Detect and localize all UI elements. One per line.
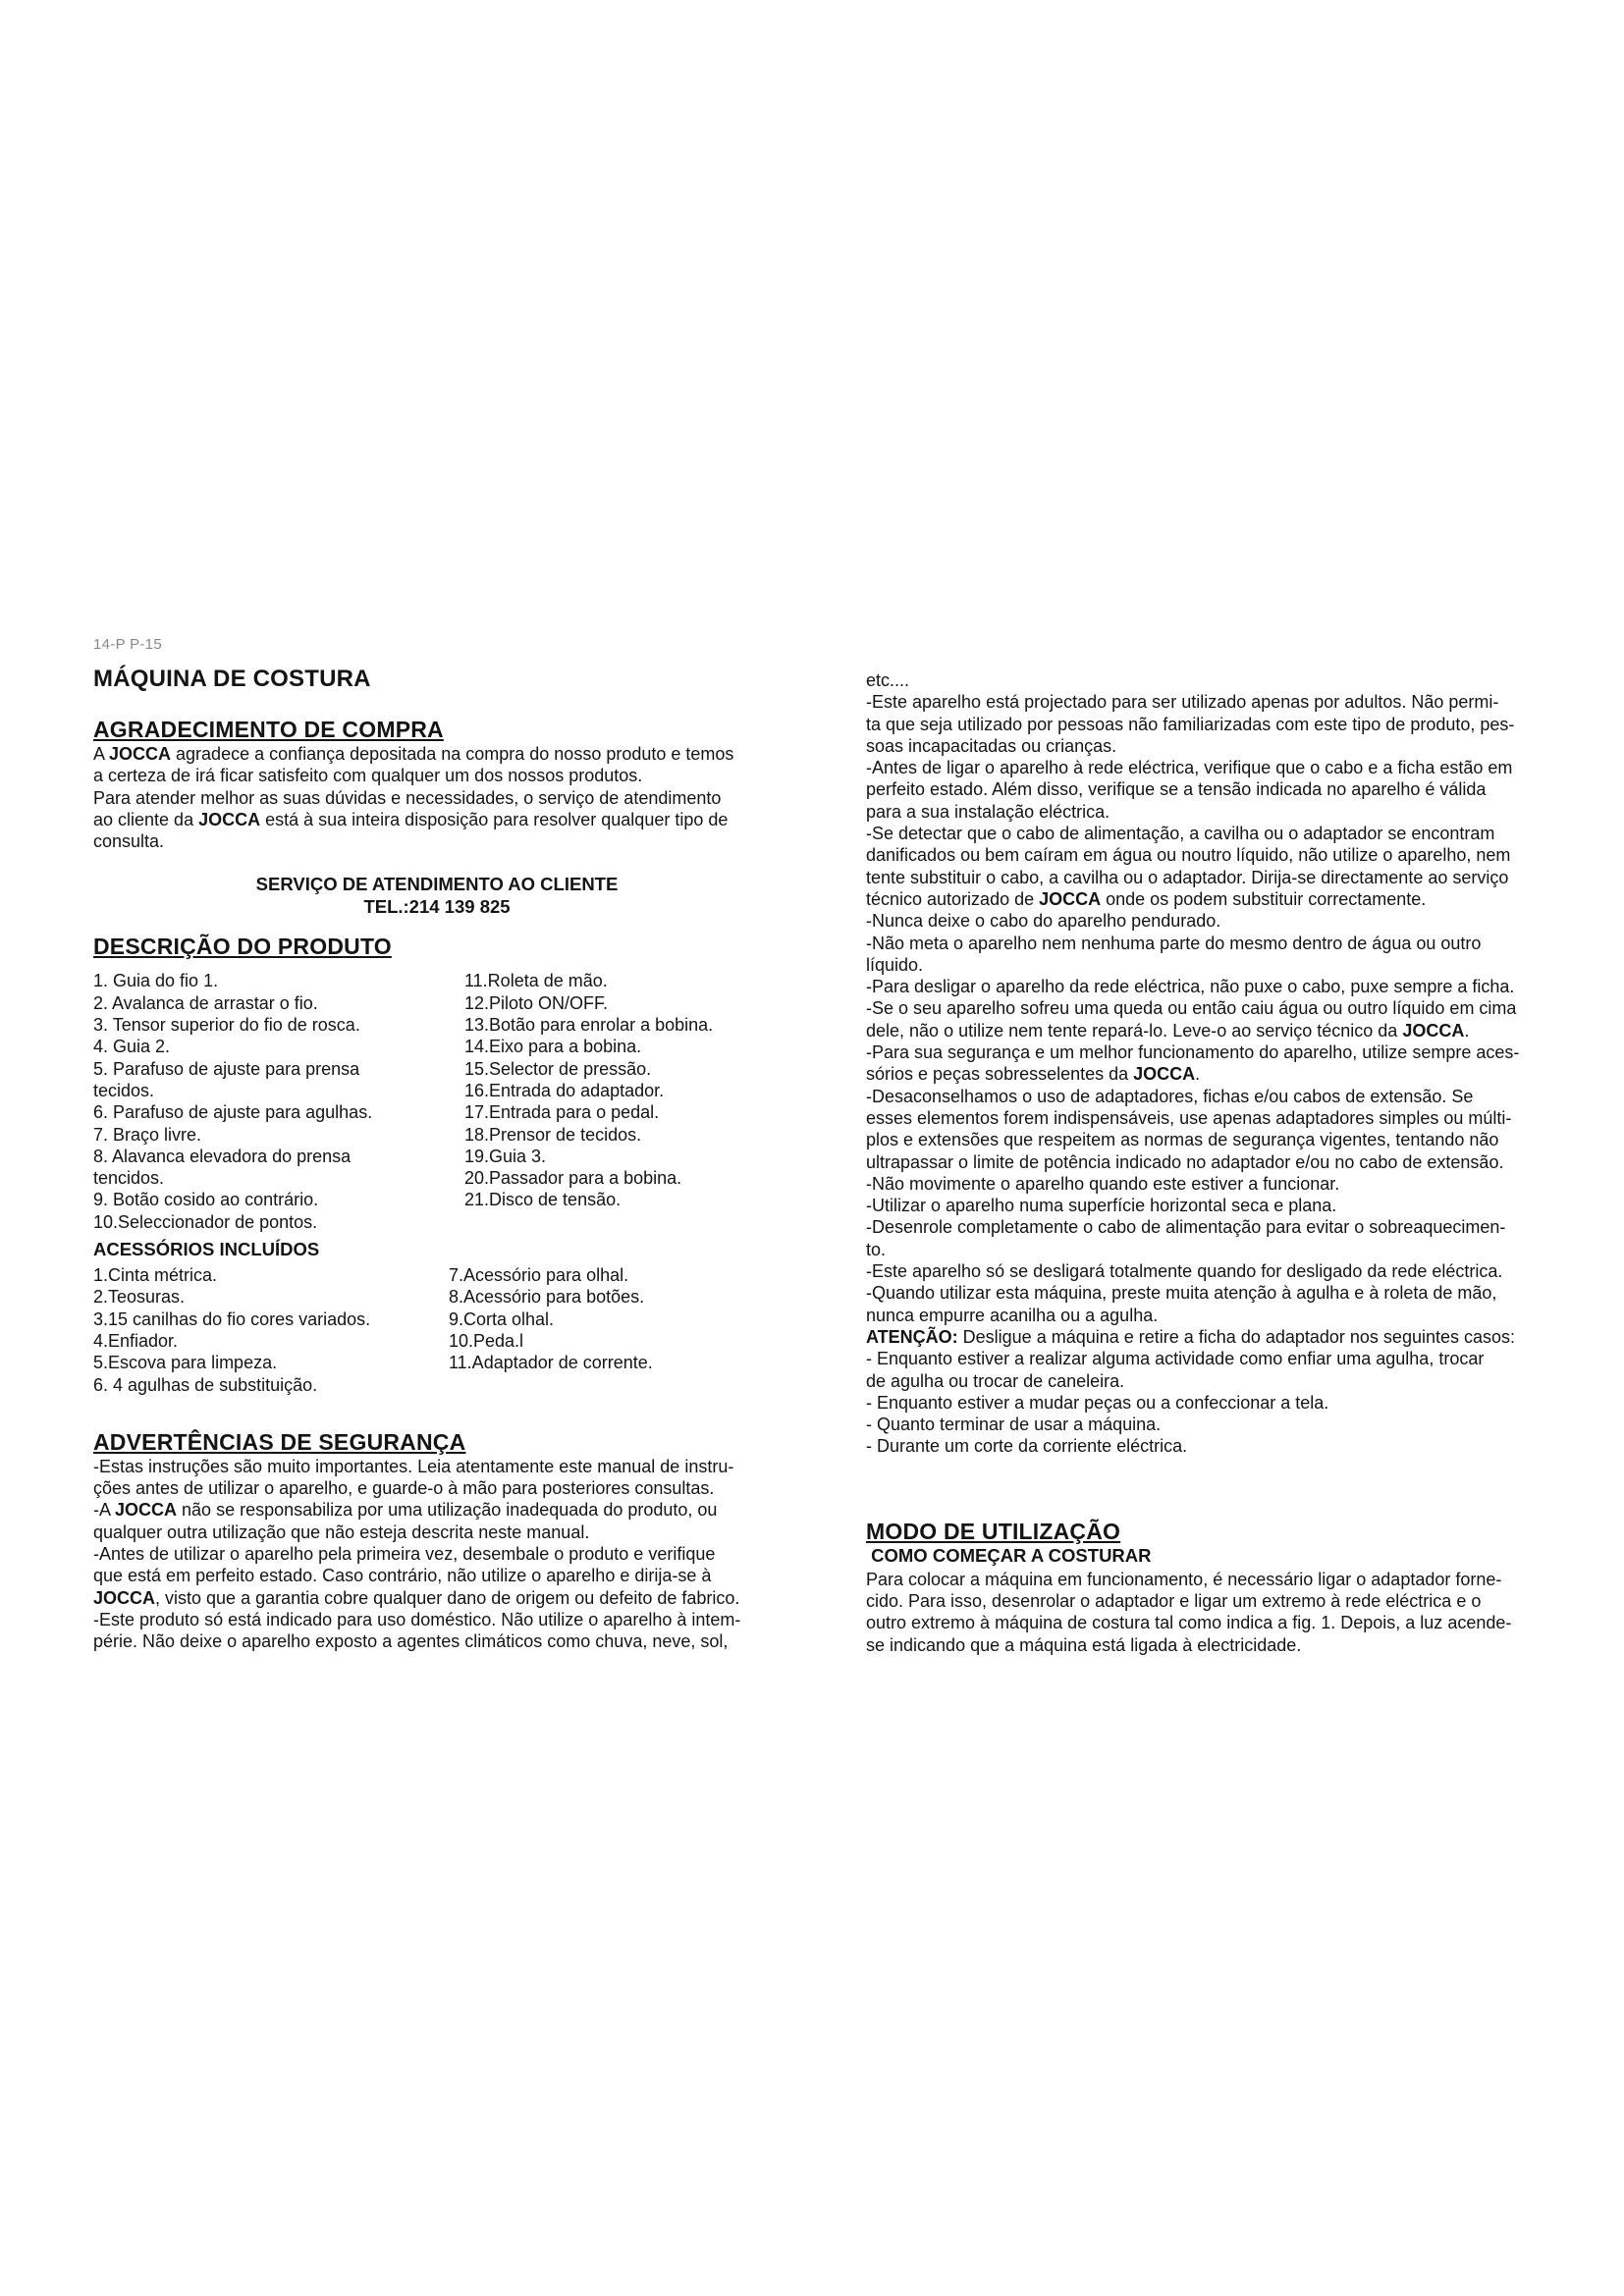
left-column — [93, 666, 781, 1653]
list-item: 3. Tensor superior do fio de rosca. — [93, 1015, 360, 1036]
document-title: MÁQUINA DE COSTURA — [93, 666, 371, 692]
attention-label: ATENÇÃO: — [866, 1326, 958, 1347]
list-item: 19.Guia 3. — [464, 1146, 547, 1166]
accessories-column-2 — [449, 1264, 653, 1396]
brand-name: JOCCA — [1039, 888, 1102, 909]
page-reference: 14-P P-15 — [93, 636, 162, 653]
list-item: 6. 4 agulhas de substituição. — [93, 1374, 318, 1395]
section-heading-modo: MODO DE UTILIZAÇÃO — [866, 1518, 1121, 1544]
brand-name: JOCCA — [93, 1587, 156, 1608]
safety-paragraph: -Desaconselhamos o uso de adaptadores, fichas e/ou cabos de extensão. Se esses elementos forem indispensáveis, use apenas adaptadores simples ou múlti- plos e extensões que respeitem as normas de segurança vigentes, tentando não ultrapassar o limite de potência indicado no adaptador e/ou no cabo de extensão. — [866, 1086, 1512, 1172]
list-item: 7.Acessório para olhal. — [449, 1265, 629, 1286]
continuation-text: etc.... — [866, 670, 910, 690]
safety-paragraph: -Não meta o aparelho nem nenhuma parte do mesmo dentro de água ou outro líquido. — [866, 933, 1482, 975]
agradecimento-paragraph-2: Para atender melhor as suas dúvidas e necessidades, o serviço de atendimento ao cliente da JOCCA está à sua inteira disposição para resolver qualquer tipo de consulta. — [93, 787, 729, 852]
product-parts-list — [93, 970, 781, 1233]
list-item: 6. Parafuso de ajuste para agulhas. — [93, 1102, 373, 1123]
list-item: 3.15 canilhas do fio cores variados. — [93, 1308, 371, 1329]
brand-name: JOCCA — [115, 1500, 178, 1521]
list-item: 1. Guia do fio 1. — [93, 971, 219, 991]
brand-name: JOCCA — [1402, 1020, 1465, 1041]
list-item: 12.Piloto ON/OFF. — [464, 992, 609, 1013]
list-item: 7. Braço livre. — [93, 1124, 202, 1145]
parts-column-2 — [464, 970, 713, 1233]
safety-paragraph: -Antes de ligar o aparelho à rede eléctrica, verifique que o cabo e a ficha estão em perfeito estado. Além disso, verifique se a tensão indicada no aparelho é válida para a sua instalação eléctrica. — [866, 758, 1513, 822]
list-item: 17.Entrada para o pedal. — [464, 1102, 660, 1123]
safety-paragraph: -Se o seu aparelho sofreu uma queda ou então caiu água ou outro líquido em cima dele, não o utilize nem tente repará-lo. Leve-o ao serviço técnico da JOCCA. — [866, 998, 1517, 1041]
list-item: 13.Botão para enrolar a bobina. — [464, 1015, 714, 1036]
advertencias-paragraph-2: -A JOCCA não se responsabiliza por uma utilização inadequada do produto, ou qualquer outra utilização que não esteja descrita neste manual. — [93, 1500, 718, 1542]
list-item: 21.Disco de tensão. — [464, 1190, 622, 1210]
list-item: 5. Parafuso de ajuste para prensa tecidos. — [93, 1058, 360, 1100]
safety-paragraph: -Este aparelho só se desligará totalmente quando for desligado da rede eléctrica. — [866, 1261, 1503, 1282]
parts-column-1 — [93, 970, 464, 1233]
safety-paragraph: -Não movimente o aparelho quando este estiver a funcionar. — [866, 1173, 1340, 1194]
safety-paragraph: -Quando utilizar esta máquina, preste muita atenção à agulha e à roleta de mão, nunca empurre acanilha ou a agulha. — [866, 1283, 1497, 1325]
brand-name: JOCCA — [109, 744, 172, 764]
brand-name: JOCCA — [198, 809, 261, 829]
safety-paragraph: -Para sua segurança e um melhor funcionamento do aparelho, utilize sempre aces- sórios e peças sobresselentes da JOCCA. — [866, 1042, 1520, 1085]
list-item: 2. Avalanca de arrastar o fio. — [93, 992, 318, 1013]
list-item: 16.Entrada do adaptador. — [464, 1080, 665, 1100]
list-item: 5.Escova para limpeza. — [93, 1353, 278, 1373]
advertencias-paragraph-4: -Este produto só está indicado para uso doméstico. Não utilize o aparelho à intem- périe. Não deixe o aparelho exposto a agentes climáticos como chuva, neve, sol, — [93, 1609, 741, 1652]
list-item: 8.Acessório para botões. — [449, 1287, 645, 1308]
safety-paragraph: -Nunca deixe o cabo do aparelho pendurado. — [866, 911, 1221, 932]
accessories-heading: ACESSÓRIOS INCLUÍDOS — [93, 1239, 320, 1260]
accessories-list — [93, 1264, 781, 1396]
list-item: 11.Adaptador de corrente. — [449, 1353, 653, 1373]
safety-paragraph: -Se detectar que o cabo de alimentação, a cavilha ou o adaptador se encontram danificados ou bem caíram em água ou noutro líquido, não utilize o aparelho, nem tente substituir o cabo, a cavilha ou o adaptador. Dirija-se directamente ao serviço técnico autorizado de JOCCA onde os podem substituir correctamente. — [866, 824, 1511, 909]
list-item: 2.Teosuras. — [93, 1287, 186, 1308]
brand-name: JOCCA — [1133, 1064, 1196, 1085]
customer-service-phone: TEL.:214 139 825 — [363, 895, 511, 917]
list-item: 9.Corta olhal. — [449, 1308, 555, 1329]
list-item: 9. Botão cosido ao contrário. — [93, 1190, 319, 1210]
safety-paragraph: -Para desligar o aparelho da rede eléctrica, não puxe o cabo, puxe sempre a ficha. — [866, 977, 1515, 997]
list-item: 4.Enfiador. — [93, 1330, 179, 1351]
safety-paragraph: -Desenrole completamente o cabo de alimentação para evitar o sobreaquecimen- to. — [866, 1217, 1506, 1259]
list-item: 1.Cinta métrica. — [93, 1265, 218, 1286]
modo-paragraph: Para colocar a máquina em funcionamento, é necessário ligar o adaptador forne- cido. Para isso, desenrolar o adaptador e ligar um extremo à rede eléctrica e o outro extremo à máquina de costura tal como indica a fig. 1. Depois, a luz acende- se indicando que a máquina está ligada à electricidade. — [866, 1569, 1512, 1655]
list-item: 18.Prensor de tecidos. — [464, 1124, 642, 1145]
section-heading-agradecimento: AGRADECIMENTO DE COMPRA — [93, 717, 444, 742]
section-heading-advertencias: ADVERTÊNCIAS DE SEGURANÇA — [93, 1428, 466, 1455]
agradecimento-paragraph-1: A JOCCA agradece a confiança depositada na compra do nosso produto e temos a certeza de irá ficar satisfeito com qualquer um dos nossos produtos. — [93, 744, 734, 786]
attention-items: - Enquanto estiver a realizar alguma actividade como enfiar uma agulha, trocar de agulha ou trocar de caneleira. - Enquanto estiver a mudar peças ou a confeccionar a tela. - Quanto terminar de usar a máquina. - Durante um corte da corriente eléctrica. — [866, 1349, 1485, 1457]
subheading-comecar: COMO COMEÇAR A COSTURAR — [866, 1544, 1152, 1566]
list-item: 15.Selector de pressão. — [464, 1058, 652, 1079]
section-heading-descricao: DESCRIÇÃO DO PRODUTO — [93, 934, 392, 960]
list-item: 4. Guia 2. — [93, 1037, 171, 1057]
right-column — [866, 669, 1558, 1656]
advertencias-paragraph-3: -Antes de utilizar o aparelho pela primeira vez, desembale o produto e verifique que está em perfeito estado. Caso contrário, não utilize o aparelho e dirija-se à JOCCA, visto que a garantia cobre qualquer dano de origem ou defeito de fabrico. — [93, 1544, 740, 1608]
list-item: 8. Alavanca elevadora do prensa tencidos. — [93, 1146, 352, 1189]
list-item: 10.Peda.l — [449, 1330, 524, 1351]
safety-paragraph: -Utilizar o aparelho numa superfície horizontal seca e plana. — [866, 1196, 1337, 1216]
attention-paragraph: ATENÇÃO: Desligue a máquina e retire a ficha do adaptador nos seguintes casos: — [866, 1326, 1516, 1347]
customer-service-title: SERVIÇO DE ATENDIMENTO AO CLIENTE — [255, 874, 619, 895]
safety-paragraph: -Este aparelho está projectado para ser utilizado apenas por adultos. Não permi- ta que seja utilizado por pessoas não familiarizadas com este tipo de produto, pes- soas incapacitadas ou crianças. — [866, 692, 1515, 756]
list-item: 14.Eixo para a bobina. — [464, 1037, 642, 1057]
list-item: 20.Passador para a bobina. — [464, 1168, 682, 1189]
accessories-column-1 — [93, 1264, 449, 1396]
advertencias-paragraph-1: -Estas instruções são muito importantes. Leia atentamente este manual de instru- ções antes de utilizar o aparelho, e guarde-o à mão para posteriores consultas. — [93, 1456, 734, 1499]
list-item: 11.Roleta de mão. — [464, 971, 608, 991]
list-item: 10.Seleccionador de pontos. — [93, 1211, 318, 1232]
